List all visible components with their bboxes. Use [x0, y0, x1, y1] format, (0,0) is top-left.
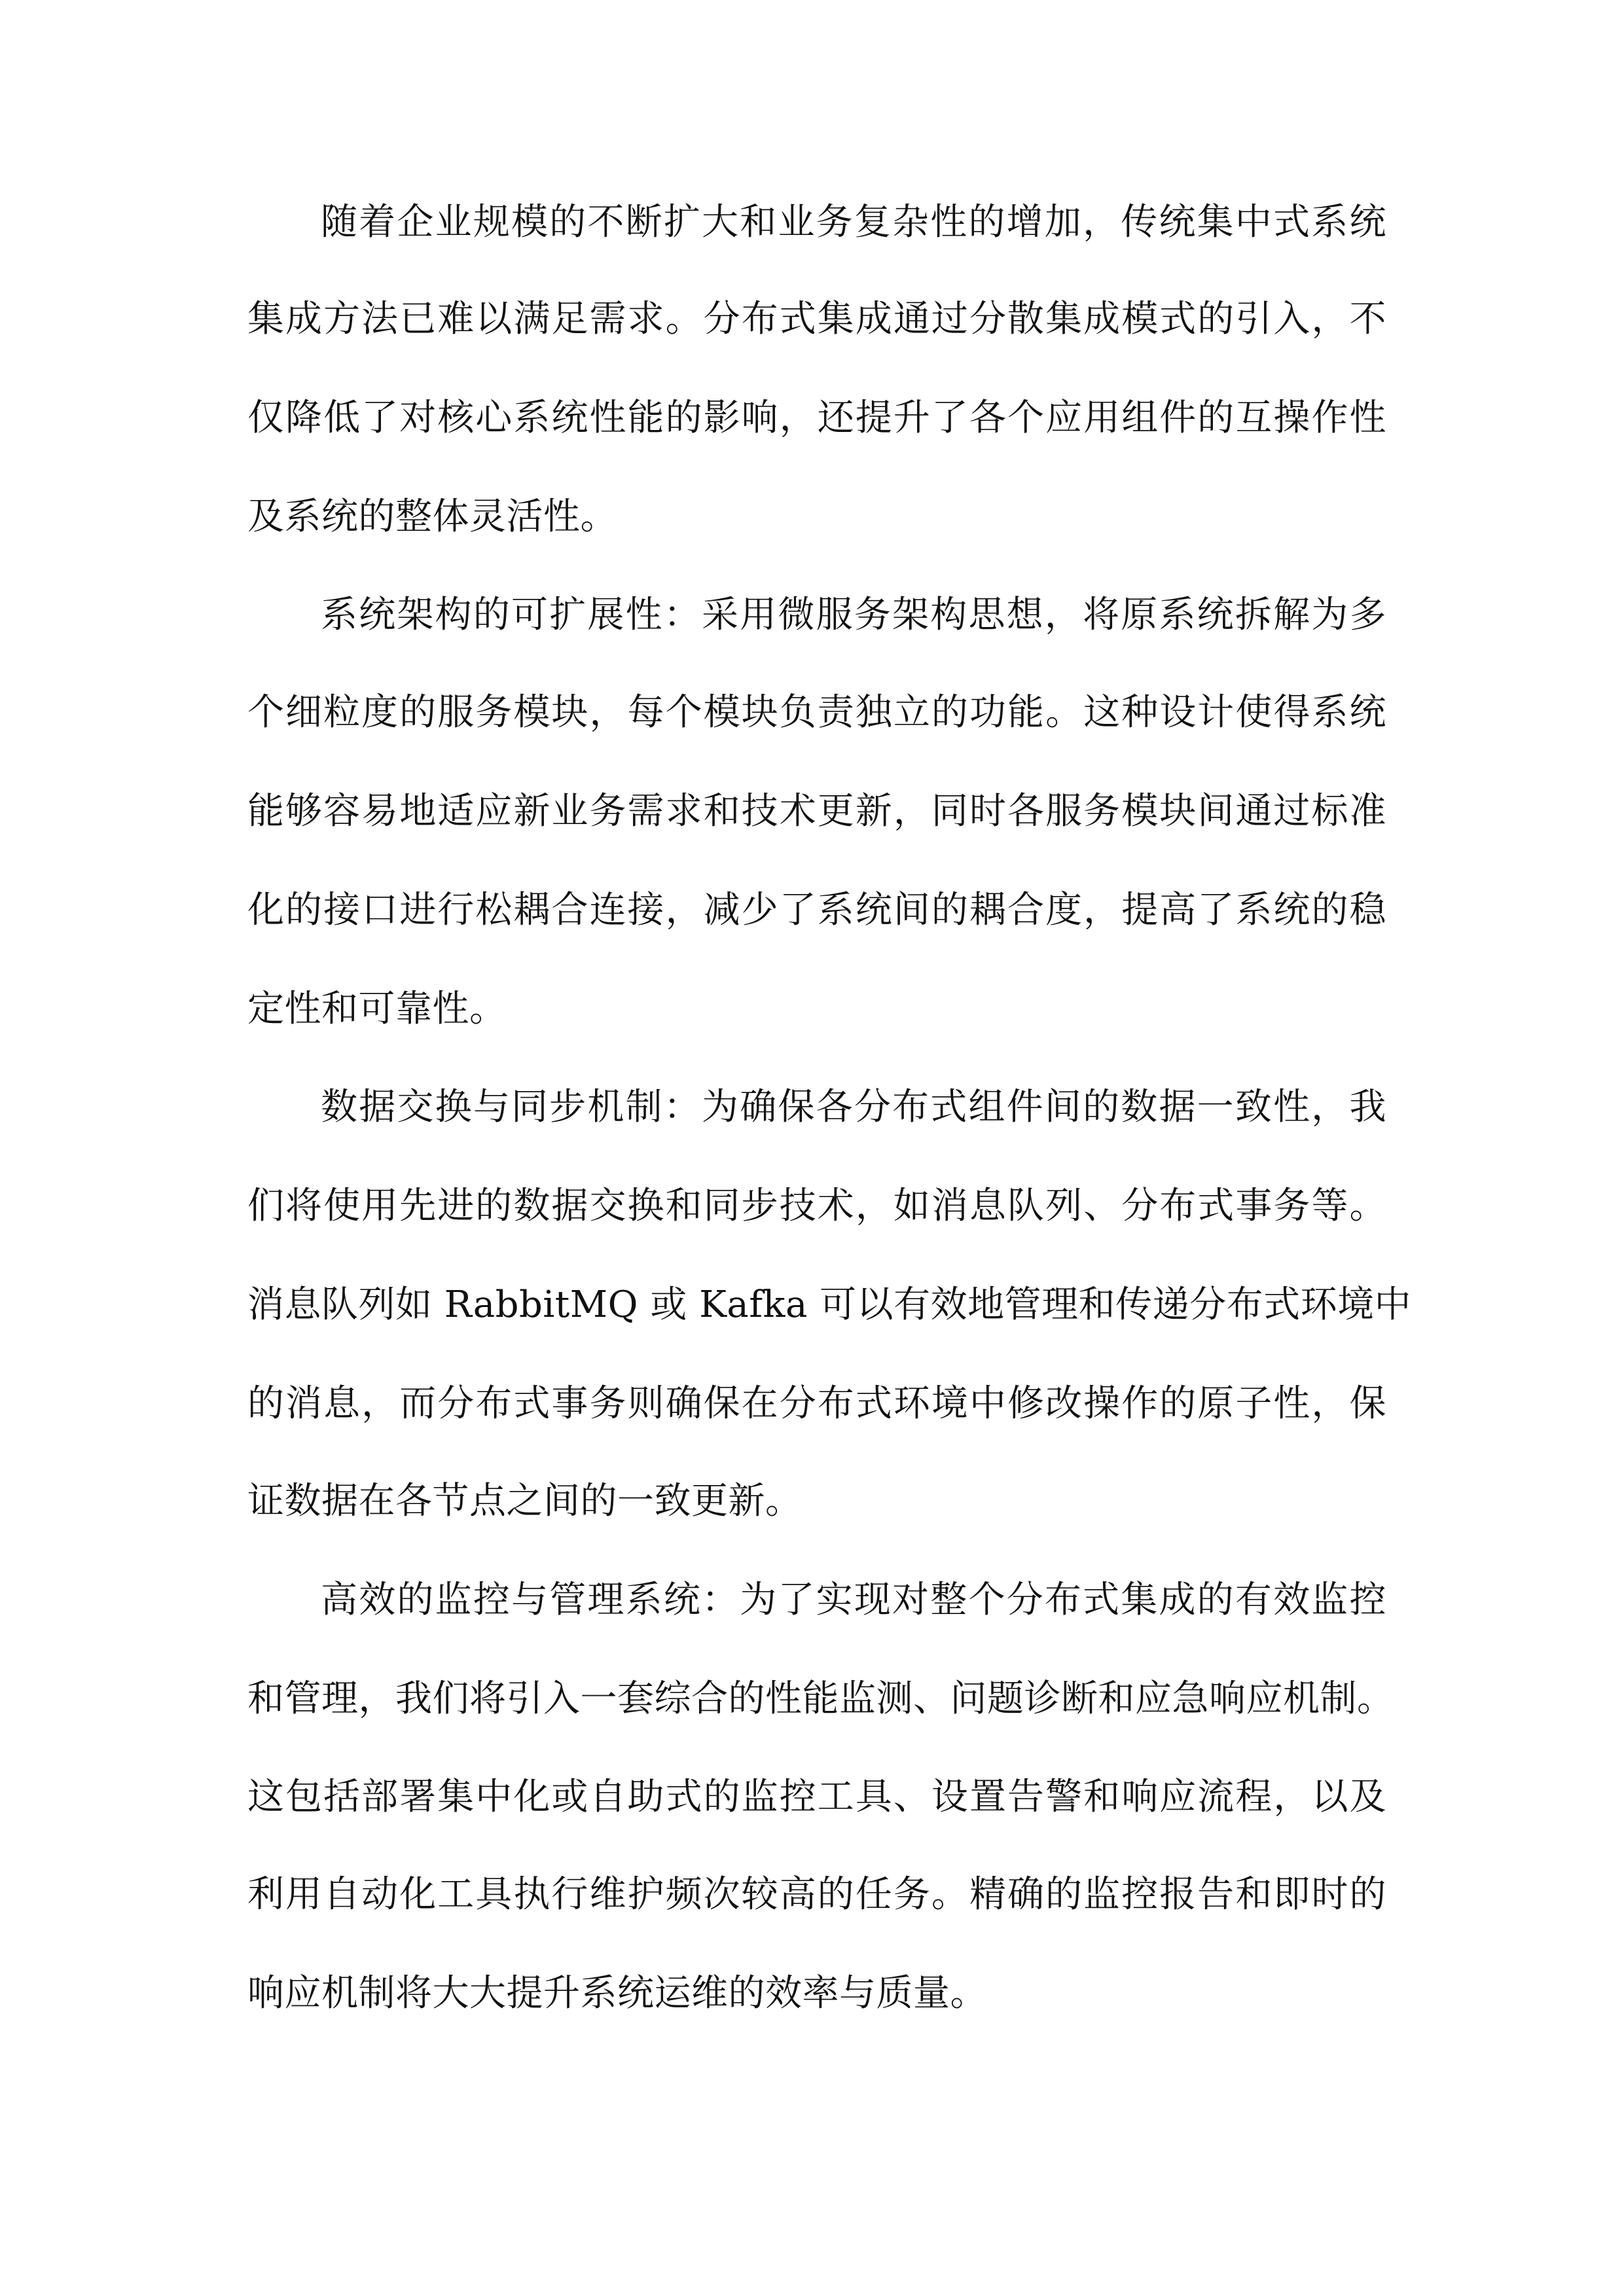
paragraph-4-line-2: 和管理，我们将引入一套综合的性能监测、问题诊断和应急响应机制。: [247, 1677, 1394, 1720]
paragraph-2-line-5: 定性和可靠性。: [247, 988, 507, 1030]
paragraph-3-line-2: 们将使用先进的数据交换和同步技术，如消息队列、分布式事务等。: [247, 1185, 1386, 1227]
paragraph-2-line-1: 系统架构的可扩展性：采用微服务架构思想，将原系统拆解为多: [321, 594, 1386, 636]
paragraph-3-line-1: 数据交换与同步机制：为确保各分布式组件间的数据一致性，我: [321, 1086, 1386, 1128]
paragraph-2-line-4: 化的接口进行松耦合连接，减少了系统间的耦合度，提高了系统的稳: [247, 889, 1386, 931]
paragraph-4-line-4: 利用自动化工具执行维护频次较高的任务。精确的监控报告和即时的: [247, 1873, 1386, 1916]
paragraph-3-line-3: 消息队列如 RabbitMQ 或 Kafka 可以有效地管理和传递分布式环境中: [247, 1283, 1412, 1326]
paragraph-1-line-1: 随着企业规模的不断扩大和业务复杂性的增加，传统集中式系统: [321, 201, 1386, 243]
paragraph-2-line-3: 能够容易地适应新业务需求和技术更新，同时各服务模块间通过标准: [247, 790, 1386, 833]
paragraph-3-line-4: 的消息，而分布式事务则确保在分布式环境中修改操作的原子性，保: [247, 1382, 1386, 1425]
paragraph-2-line-2: 个细粒度的服务模块，每个模块负责独立的功能。这种设计使得系统: [247, 691, 1386, 734]
paragraph-4-line-3: 这包括部署集中化或自助式的监控工具、设置告警和响应流程，以及: [247, 1776, 1386, 1818]
paragraph-1-line-2: 集成方法已难以满足需求。分布式集成通过分散集成模式的引入，不: [247, 298, 1386, 340]
paragraph-3-line-5: 证数据在各节点之间的一致更新。: [247, 1480, 803, 1522]
paragraph-1-line-3: 仅降低了对核心系统性能的影响，还提升了各个应用组件的互操作性: [247, 397, 1386, 439]
paragraph-1-line-4: 及系统的整体灵活性。: [247, 495, 617, 538]
paragraph-4-line-5: 响应机制将大大提升系统运维的效率与质量。: [247, 1972, 987, 2015]
paragraph-4-line-1: 高效的监控与管理系统：为了实现对整个分布式集成的有效监控: [321, 1579, 1386, 1621]
